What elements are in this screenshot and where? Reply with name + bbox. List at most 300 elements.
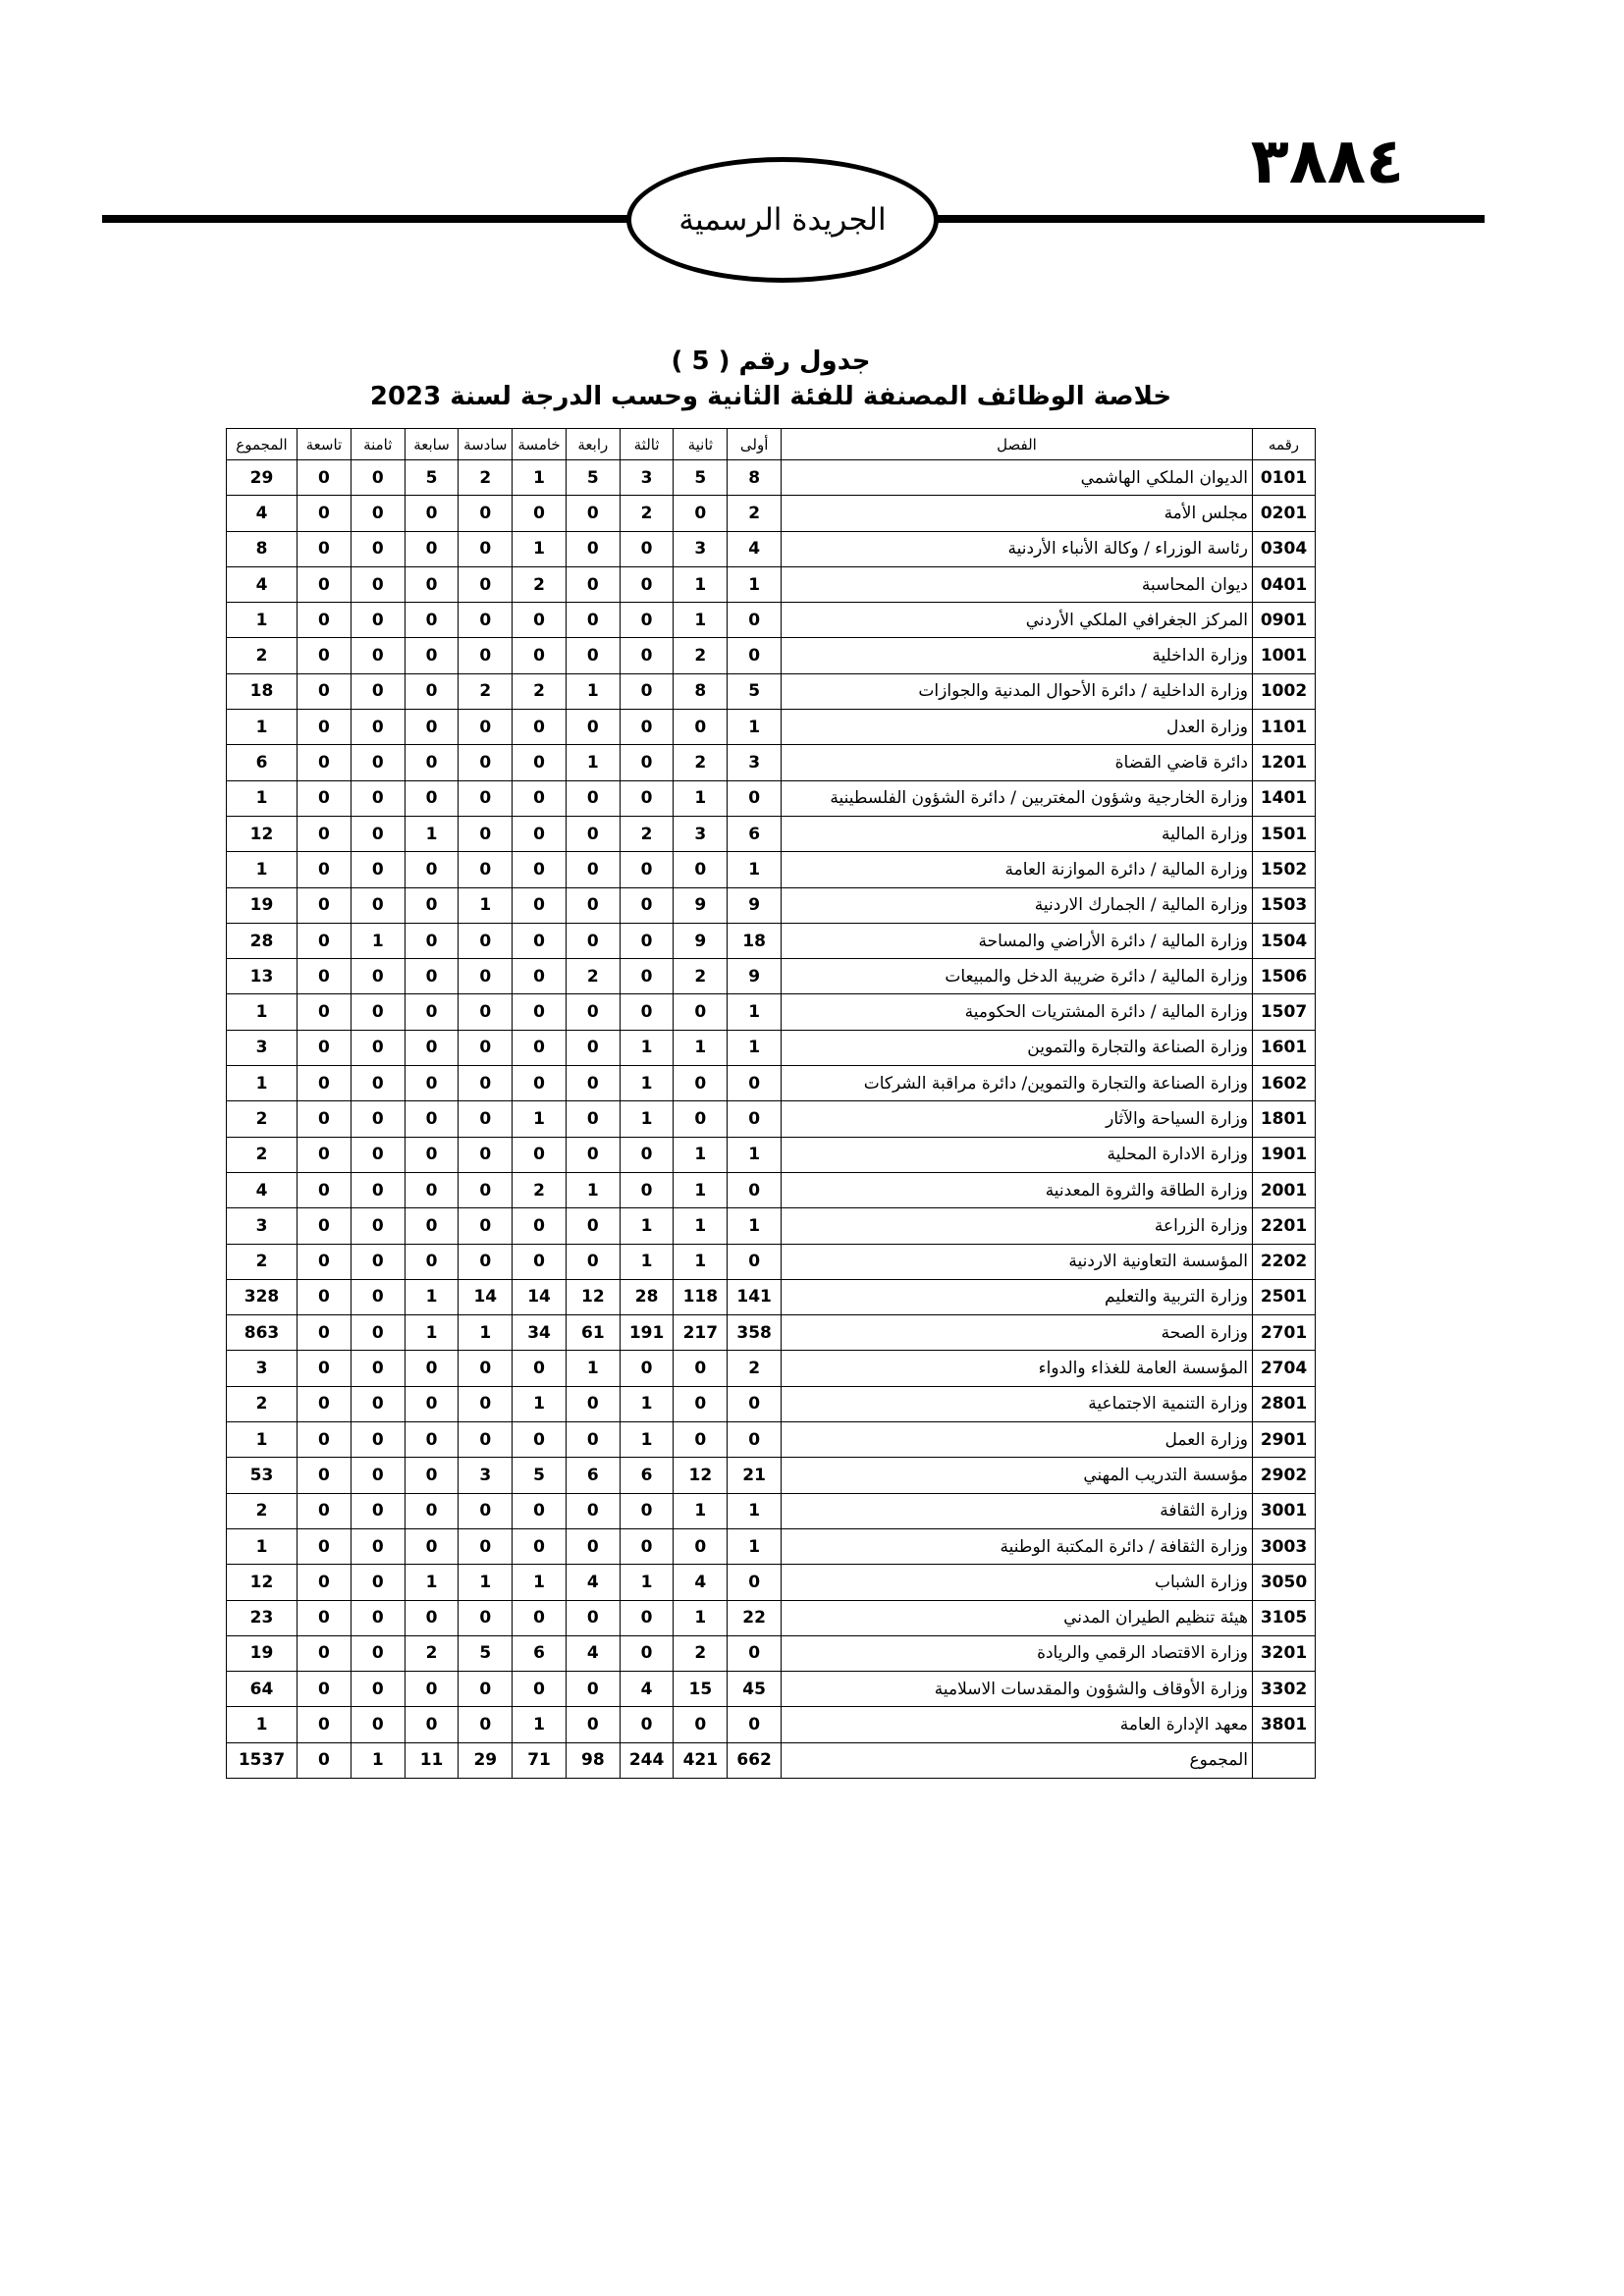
- table-row: [227, 1101, 1316, 1137]
- row-grade-value: 0: [405, 1244, 459, 1279]
- row-grade-value: 1: [513, 1565, 567, 1600]
- row-grade-value: 217: [674, 1315, 728, 1351]
- row-chapter: وزارة الخارجية وشؤون المغتربين / دائرة الشؤون الفلسطينية: [782, 780, 1253, 816]
- row-grade-value: 0: [459, 1208, 513, 1244]
- row-grade-value: 3: [620, 460, 674, 496]
- row-grade-value: 6: [620, 1458, 674, 1493]
- row-chapter: المؤسسة العامة للغذاء والدواء: [782, 1351, 1253, 1386]
- row-total: 18: [227, 673, 298, 709]
- table-row: [227, 1208, 1316, 1244]
- row-total: 3: [227, 1208, 298, 1244]
- table-body: [227, 460, 1316, 1743]
- row-grade-value: 3: [728, 745, 782, 780]
- row-grade-value: 0: [405, 959, 459, 994]
- row-grade-value: 0: [298, 1066, 352, 1101]
- row-total: 1: [227, 994, 298, 1030]
- row-grade-value: 0: [459, 816, 513, 851]
- row-grade-value: 0: [298, 1172, 352, 1207]
- row-grade-value: 0: [513, 780, 567, 816]
- totals-grade-cell: 71: [513, 1742, 567, 1778]
- row-chapter: وزارة العمل: [782, 1422, 1253, 1458]
- row-grade-value: 0: [459, 1422, 513, 1458]
- row-grade-value: 0: [298, 566, 352, 602]
- row-grade-value: 0: [459, 1707, 513, 1742]
- row-chapter: وزارة الداخلية / دائرة الأحوال المدنية والجوازات: [782, 673, 1253, 709]
- row-total: 2: [227, 1493, 298, 1528]
- row-chapter: وزارة السياحة والآثار: [782, 1101, 1253, 1137]
- row-grade-value: 1: [620, 1101, 674, 1137]
- row-grade-value: 0: [513, 1030, 567, 1065]
- totals-grand-total: 1537: [227, 1742, 298, 1778]
- row-grade-value: 21: [728, 1458, 782, 1493]
- row-code: 1201: [1253, 745, 1316, 780]
- row-grade-value: 0: [459, 923, 513, 958]
- row-code: 1601: [1253, 1030, 1316, 1065]
- row-grade-value: 5: [566, 460, 620, 496]
- row-grade-value: 0: [351, 1493, 405, 1528]
- row-grade-value: 0: [513, 959, 567, 994]
- header-row: [227, 429, 1316, 460]
- row-grade-value: 0: [405, 531, 459, 566]
- row-grade-value: 0: [351, 638, 405, 673]
- row-code: 1101: [1253, 710, 1316, 745]
- row-grade-value: 0: [513, 1351, 567, 1386]
- row-chapter: رئاسة الوزراء / وكالة الأنباء الأردنية: [782, 531, 1253, 566]
- row-grade-value: 2: [513, 673, 567, 709]
- row-grade-value: 0: [405, 1172, 459, 1207]
- row-grade-value: 0: [674, 1351, 728, 1386]
- gazette-name: الجريدة الرسمية: [678, 202, 887, 238]
- row-total: 1: [227, 1422, 298, 1458]
- row-grade-value: 0: [298, 1101, 352, 1137]
- row-grade-value: 1: [728, 566, 782, 602]
- row-grade-value: 0: [298, 994, 352, 1030]
- row-code: 1502: [1253, 852, 1316, 887]
- row-grade-value: 1: [513, 531, 567, 566]
- row-chapter: وزارة الطاقة والثروة المعدنية: [782, 1172, 1253, 1207]
- row-grade-value: 0: [728, 1101, 782, 1137]
- row-grade-value: 0: [405, 1493, 459, 1528]
- row-grade-value: 0: [298, 1208, 352, 1244]
- row-grade-value: 1: [620, 1386, 674, 1421]
- row-grade-value: 0: [405, 994, 459, 1030]
- row-grade-value: 0: [513, 1137, 567, 1172]
- table-row: [227, 1600, 1316, 1635]
- row-grade-value: 1: [674, 566, 728, 602]
- row-code: 2501: [1253, 1279, 1316, 1314]
- row-grade-value: 0: [351, 852, 405, 887]
- row-grade-value: 0: [674, 1422, 728, 1458]
- totals-grade-cell: 11: [405, 1742, 459, 1778]
- row-code: 2704: [1253, 1351, 1316, 1386]
- row-grade-value: 3: [459, 1458, 513, 1493]
- row-grade-value: 0: [351, 745, 405, 780]
- row-grade-value: 141: [728, 1279, 782, 1314]
- row-total: 28: [227, 923, 298, 958]
- row-code: 3001: [1253, 1493, 1316, 1528]
- table-row: [227, 566, 1316, 602]
- header-code: رقمه: [1253, 429, 1316, 460]
- row-chapter: وزارة المالية / دائرة الأراضي والمساحة: [782, 923, 1253, 958]
- table-row: [227, 1351, 1316, 1386]
- table-row: [227, 1030, 1316, 1065]
- table-row: [227, 638, 1316, 673]
- row-chapter: وزارة المالية / دائرة الموازنة العامة: [782, 852, 1253, 887]
- table-row: [227, 959, 1316, 994]
- row-grade-value: 0: [620, 1172, 674, 1207]
- header-chapter: الفصل: [782, 429, 1253, 460]
- row-grade-value: 0: [513, 1066, 567, 1101]
- row-grade-value: 0: [405, 1707, 459, 1742]
- row-grade-value: 2: [513, 1172, 567, 1207]
- row-grade-value: 0: [620, 531, 674, 566]
- row-grade-value: 0: [513, 852, 567, 887]
- table-row: [227, 1707, 1316, 1742]
- row-grade-value: 0: [620, 1493, 674, 1528]
- row-grade-value: 0: [351, 710, 405, 745]
- row-grade-value: 0: [620, 1351, 674, 1386]
- row-grade-value: 118: [674, 1279, 728, 1314]
- row-grade-value: 0: [298, 603, 352, 638]
- row-chapter: معهد الإدارة العامة: [782, 1707, 1253, 1742]
- row-grade-value: 0: [405, 852, 459, 887]
- row-grade-value: 1: [674, 1244, 728, 1279]
- row-grade-value: 0: [351, 959, 405, 994]
- row-grade-value: 0: [728, 1707, 782, 1742]
- row-grade-value: 0: [513, 710, 567, 745]
- table-row: [227, 1458, 1316, 1493]
- totals-grade-cell: 29: [459, 1742, 513, 1778]
- row-code: 3201: [1253, 1635, 1316, 1671]
- totals-grade-cell: 421: [674, 1742, 728, 1778]
- row-chapter: المؤسسة التعاونية الاردنية: [782, 1244, 1253, 1279]
- row-grade-value: 0: [298, 1137, 352, 1172]
- row-grade-value: 9: [728, 887, 782, 923]
- row-total: 64: [227, 1672, 298, 1707]
- row-grade-value: 0: [513, 1600, 567, 1635]
- row-grade-value: 0: [513, 496, 567, 531]
- table-row: [227, 1635, 1316, 1671]
- row-grade-value: 0: [566, 1208, 620, 1244]
- row-code: 2202: [1253, 1244, 1316, 1279]
- row-total: 6: [227, 745, 298, 780]
- row-total: 2: [227, 1137, 298, 1172]
- row-grade-value: 0: [674, 852, 728, 887]
- row-chapter: وزارة العدل: [782, 710, 1253, 745]
- row-grade-value: 0: [351, 994, 405, 1030]
- grades-table: [226, 428, 1316, 1779]
- row-grade-value: 0: [513, 816, 567, 851]
- row-grade-value: 5: [459, 1635, 513, 1671]
- row-grade-value: 0: [405, 923, 459, 958]
- row-grade-value: 0: [298, 460, 352, 496]
- totals-grade-cell: 98: [566, 1742, 620, 1778]
- row-grade-value: 0: [459, 959, 513, 994]
- row-grade-value: 0: [459, 603, 513, 638]
- row-chapter: مجلس الأمة: [782, 496, 1253, 531]
- row-grade-value: 4: [728, 531, 782, 566]
- table-subtitle: خلاصة الوظائف المصنفة للفئة الثانية وحسب الدرجة لسنة 2023: [369, 382, 1172, 411]
- row-grade-value: 4: [620, 1672, 674, 1707]
- table-row: [227, 1386, 1316, 1421]
- row-grade-value: 0: [405, 566, 459, 602]
- row-grade-value: 0: [405, 1528, 459, 1564]
- row-grade-value: 0: [298, 852, 352, 887]
- row-grade-value: 1: [674, 603, 728, 638]
- row-grade-value: 0: [405, 1101, 459, 1137]
- table-row: [227, 460, 1316, 496]
- totals-grade-cell: 244: [620, 1742, 674, 1778]
- row-grade-value: 0: [566, 1528, 620, 1564]
- header-grade: ثانية: [674, 429, 728, 460]
- row-grade-value: 1: [620, 1066, 674, 1101]
- row-grade-value: 0: [513, 603, 567, 638]
- row-grade-value: 191: [620, 1315, 674, 1351]
- totals-grade-cell: 1: [351, 1742, 405, 1778]
- row-grade-value: 0: [459, 1672, 513, 1707]
- table-row: [227, 816, 1316, 851]
- row-grade-value: 0: [459, 1066, 513, 1101]
- table-row: [227, 1672, 1316, 1707]
- row-grade-value: 0: [459, 852, 513, 887]
- row-grade-value: 0: [620, 673, 674, 709]
- row-total: 1: [227, 1066, 298, 1101]
- row-grade-value: 1: [674, 1493, 728, 1528]
- row-grade-value: 0: [728, 1172, 782, 1207]
- row-grade-value: 0: [513, 1528, 567, 1564]
- header-grade: سادسة: [459, 429, 513, 460]
- row-grade-value: 0: [351, 566, 405, 602]
- row-grade-value: 5: [674, 460, 728, 496]
- row-grade-value: 0: [674, 1528, 728, 1564]
- row-grade-value: 1: [728, 994, 782, 1030]
- row-grade-value: 0: [459, 496, 513, 531]
- row-grade-value: 1: [513, 1707, 567, 1742]
- row-code: 1503: [1253, 887, 1316, 923]
- row-code: 3302: [1253, 1672, 1316, 1707]
- row-chapter: وزارة الداخلية: [782, 638, 1253, 673]
- row-grade-value: 1: [566, 1172, 620, 1207]
- row-total: 1: [227, 780, 298, 816]
- row-grade-value: 2: [620, 816, 674, 851]
- row-grade-value: 0: [298, 1422, 352, 1458]
- row-total: 2: [227, 1101, 298, 1137]
- row-grade-value: 0: [459, 1493, 513, 1528]
- row-total: 12: [227, 1565, 298, 1600]
- row-grade-value: 0: [459, 1172, 513, 1207]
- row-grade-value: 1: [405, 1565, 459, 1600]
- row-grade-value: 45: [728, 1672, 782, 1707]
- row-grade-value: 1: [728, 1030, 782, 1065]
- row-grade-value: 34: [513, 1315, 567, 1351]
- row-grade-value: 0: [351, 1672, 405, 1707]
- row-grade-value: 0: [351, 1565, 405, 1600]
- row-grade-value: 1: [728, 1493, 782, 1528]
- row-grade-value: 1: [674, 1137, 728, 1172]
- table-row: [227, 780, 1316, 816]
- table-row: [227, 496, 1316, 531]
- row-grade-value: 0: [351, 1386, 405, 1421]
- row-grade-value: 1: [566, 673, 620, 709]
- row-grade-value: 0: [674, 1386, 728, 1421]
- row-grade-value: 0: [620, 959, 674, 994]
- row-grade-value: 0: [620, 852, 674, 887]
- row-code: 1501: [1253, 816, 1316, 851]
- row-chapter: وزارة المالية / دائرة المشتريات الحكومية: [782, 994, 1253, 1030]
- row-grade-value: 1: [728, 1528, 782, 1564]
- row-code: 1602: [1253, 1066, 1316, 1101]
- row-grade-value: 0: [728, 1386, 782, 1421]
- row-total: 4: [227, 1172, 298, 1207]
- row-grade-value: 0: [620, 780, 674, 816]
- row-grade-value: 0: [351, 1208, 405, 1244]
- row-grade-value: 0: [298, 1351, 352, 1386]
- row-total: 1: [227, 603, 298, 638]
- row-grade-value: 0: [674, 1101, 728, 1137]
- row-grade-value: 5: [405, 460, 459, 496]
- row-grade-value: 1: [728, 852, 782, 887]
- row-grade-value: 0: [351, 531, 405, 566]
- row-grade-value: 0: [405, 603, 459, 638]
- page-number: ٣٨٨٤: [1250, 126, 1404, 198]
- row-grade-value: 14: [459, 1279, 513, 1314]
- row-grade-value: 1: [405, 1315, 459, 1351]
- row-total: 2: [227, 1386, 298, 1421]
- row-grade-value: 0: [566, 1600, 620, 1635]
- row-grade-value: 0: [351, 460, 405, 496]
- row-grade-value: 0: [298, 1672, 352, 1707]
- row-code: 1506: [1253, 959, 1316, 994]
- row-total: 1: [227, 852, 298, 887]
- row-grade-value: 0: [728, 780, 782, 816]
- row-grade-value: 2: [674, 1635, 728, 1671]
- row-grade-value: 9: [674, 923, 728, 958]
- row-grade-value: 0: [459, 1137, 513, 1172]
- table-row: [227, 1279, 1316, 1314]
- row-chapter: وزارة الصناعة والتجارة والتموين: [782, 1030, 1253, 1065]
- row-grade-value: 1: [513, 460, 567, 496]
- row-grade-value: 2: [728, 1351, 782, 1386]
- row-total: 13: [227, 959, 298, 994]
- row-grade-value: 0: [459, 1528, 513, 1564]
- row-total: 53: [227, 1458, 298, 1493]
- row-grade-value: 2: [674, 745, 728, 780]
- row-grade-value: 0: [298, 1030, 352, 1065]
- row-grade-value: 0: [459, 638, 513, 673]
- row-grade-value: 0: [566, 531, 620, 566]
- row-grade-value: 358: [728, 1315, 782, 1351]
- row-code: 2901: [1253, 1422, 1316, 1458]
- row-grade-value: 0: [298, 1279, 352, 1314]
- table-row: [227, 1493, 1316, 1528]
- row-grade-value: 1: [620, 1208, 674, 1244]
- row-grade-value: 0: [620, 710, 674, 745]
- row-grade-value: 0: [620, 994, 674, 1030]
- row-chapter: وزارة الصحة: [782, 1315, 1253, 1351]
- row-grade-value: 0: [459, 1600, 513, 1635]
- row-grade-value: 0: [459, 745, 513, 780]
- row-grade-value: 5: [513, 1458, 567, 1493]
- row-grade-value: 0: [351, 1635, 405, 1671]
- row-grade-value: 1: [566, 745, 620, 780]
- row-grade-value: 0: [351, 1600, 405, 1635]
- row-grade-value: 0: [298, 780, 352, 816]
- row-chapter: وزارة الأوقاف والشؤون والمقدسات الاسلامية: [782, 1672, 1253, 1707]
- row-grade-value: 0: [566, 566, 620, 602]
- row-total: 328: [227, 1279, 298, 1314]
- row-code: 2201: [1253, 1208, 1316, 1244]
- table-row: [227, 887, 1316, 923]
- row-grade-value: 2: [566, 959, 620, 994]
- table-row: [227, 531, 1316, 566]
- row-grade-value: 0: [674, 496, 728, 531]
- row-code: 0304: [1253, 531, 1316, 566]
- row-chapter: وزارة الثقافة: [782, 1493, 1253, 1528]
- row-grade-value: 0: [566, 1244, 620, 1279]
- row-chapter: وزارة التنمية الاجتماعية: [782, 1386, 1253, 1421]
- row-grade-value: 0: [298, 638, 352, 673]
- row-grade-value: 12: [674, 1458, 728, 1493]
- row-grade-value: 0: [513, 923, 567, 958]
- row-grade-value: 1: [351, 923, 405, 958]
- row-code: 1001: [1253, 638, 1316, 673]
- row-grade-value: 4: [566, 1565, 620, 1600]
- row-grade-value: 0: [298, 710, 352, 745]
- row-grade-value: 0: [298, 673, 352, 709]
- table-row: [227, 1172, 1316, 1207]
- row-grade-value: 0: [459, 1030, 513, 1065]
- row-grade-value: 0: [351, 1528, 405, 1564]
- row-grade-value: 0: [351, 496, 405, 531]
- row-grade-value: 0: [620, 1600, 674, 1635]
- table-row: [227, 745, 1316, 780]
- table-row: [227, 1137, 1316, 1172]
- row-grade-value: 0: [728, 1244, 782, 1279]
- row-grade-value: 0: [566, 496, 620, 531]
- totals-grade-cell: 0: [298, 1742, 352, 1778]
- row-chapter: مؤسسة التدريب المهني: [782, 1458, 1253, 1493]
- row-grade-value: 2: [728, 496, 782, 531]
- table-row: [227, 603, 1316, 638]
- row-code: 1901: [1253, 1137, 1316, 1172]
- row-grade-value: 2: [459, 460, 513, 496]
- row-grade-value: 3: [674, 816, 728, 851]
- row-grade-value: 0: [459, 1386, 513, 1421]
- row-grade-value: 0: [405, 1137, 459, 1172]
- row-grade-value: 14: [513, 1279, 567, 1314]
- row-total: 23: [227, 1600, 298, 1635]
- row-code: 1002: [1253, 673, 1316, 709]
- row-grade-value: 0: [513, 1493, 567, 1528]
- row-grade-value: 0: [728, 1565, 782, 1600]
- row-grade-value: 0: [513, 887, 567, 923]
- row-total: 29: [227, 460, 298, 496]
- row-chapter: وزارة الاقتصاد الرقمي والريادة: [782, 1635, 1253, 1671]
- row-grade-value: 0: [513, 638, 567, 673]
- row-grade-value: 0: [405, 1351, 459, 1386]
- row-grade-value: 1: [674, 1172, 728, 1207]
- row-chapter: هيئة تنظيم الطيران المدني: [782, 1600, 1253, 1635]
- row-grade-value: 0: [351, 1422, 405, 1458]
- row-grade-value: 0: [459, 1244, 513, 1279]
- row-grade-value: 4: [674, 1565, 728, 1600]
- row-chapter: وزارة الادارة المحلية: [782, 1137, 1253, 1172]
- row-code: 0401: [1253, 566, 1316, 602]
- row-grade-value: 0: [351, 1351, 405, 1386]
- row-grade-value: 1: [728, 1208, 782, 1244]
- row-grade-value: 0: [620, 638, 674, 673]
- row-grade-value: 0: [298, 1458, 352, 1493]
